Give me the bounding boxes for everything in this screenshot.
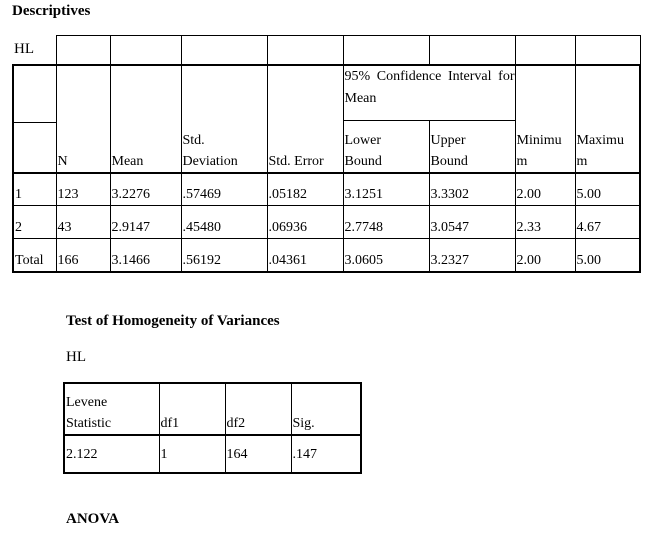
cell-max: 4.67 xyxy=(575,206,640,239)
table-cell xyxy=(515,36,575,65)
col-header-sd: Std. Deviation xyxy=(181,65,267,173)
table-cell xyxy=(575,36,640,65)
cell-n: 43 xyxy=(56,206,110,239)
descriptives-table xyxy=(12,35,641,273)
cell-min: 2.00 xyxy=(515,173,575,206)
row-label: 1 xyxy=(13,173,56,206)
table-cell xyxy=(110,36,181,65)
table-cell xyxy=(56,36,110,65)
cell-sd: .57469 xyxy=(181,173,267,206)
table-cell xyxy=(429,36,515,65)
row-stub-header xyxy=(13,65,56,173)
cell-upper-bound: 3.2327 xyxy=(429,239,515,272)
cell-lower-bound: 3.0605 xyxy=(343,239,429,272)
cell-lower-bound: 2.7748 xyxy=(343,206,429,239)
ci-header: 95% Confidence Interval for Mean xyxy=(343,65,515,121)
col-header-sig: Sig. xyxy=(291,383,361,435)
cell-se: .05182 xyxy=(267,173,343,206)
cell-n: 123 xyxy=(56,173,110,206)
descriptives-title: Descriptives xyxy=(12,3,91,19)
row-label: Total xyxy=(13,239,56,272)
col-header-levene: Levene Statistic xyxy=(64,383,159,435)
cell-min: 2.33 xyxy=(515,206,575,239)
dv-label-cell xyxy=(13,36,56,65)
cell-upper-bound: 3.0547 xyxy=(429,206,515,239)
col-header-se: Std. Error xyxy=(267,65,343,173)
table-row xyxy=(13,65,640,121)
cell-df2: 164 xyxy=(225,435,291,473)
cell-mean: 3.2276 xyxy=(110,173,181,206)
col-header-df1: df1 xyxy=(159,383,225,435)
cell-mean: 2.9147 xyxy=(110,206,181,239)
cell-upper-bound: 3.3302 xyxy=(429,173,515,206)
cell-n: 166 xyxy=(56,239,110,272)
anova-title: ANOVA xyxy=(66,511,120,527)
cell-lower-bound: 3.1251 xyxy=(343,173,429,206)
cell-se: .04361 xyxy=(267,239,343,272)
table-row xyxy=(13,239,640,272)
cell-levene: 2.122 xyxy=(64,435,159,473)
cell-max: 5.00 xyxy=(575,239,640,272)
col-header-max: Maximu m xyxy=(575,65,640,173)
table-row xyxy=(13,36,640,65)
table-row xyxy=(13,173,640,206)
col-header-upper-bound: Upper Bound xyxy=(429,121,515,173)
col-header-n: N xyxy=(56,65,110,173)
table-row xyxy=(13,206,640,239)
cell-max: 5.00 xyxy=(575,173,640,206)
table-row xyxy=(64,383,361,435)
homogeneity-title: Test of Homogeneity of Variances xyxy=(66,313,280,329)
row-label: 2 xyxy=(13,206,56,239)
table-row xyxy=(64,435,361,473)
dv-label: HL xyxy=(14,41,34,57)
cell-sd: .56192 xyxy=(181,239,267,272)
cell-sig: .147 xyxy=(291,435,361,473)
col-header-mean: Mean xyxy=(110,65,181,173)
col-header-min: Minimu m xyxy=(515,65,575,173)
cell-sd: .45480 xyxy=(181,206,267,239)
cell-se: .06936 xyxy=(267,206,343,239)
cell-mean: 3.1466 xyxy=(110,239,181,272)
col-header-df2: df2 xyxy=(225,383,291,435)
table-cell xyxy=(267,36,343,65)
cell-df1: 1 xyxy=(159,435,225,473)
table-cell xyxy=(343,36,429,65)
table-cell xyxy=(181,36,267,65)
col-header-lower-bound: Lower Bound xyxy=(343,121,429,173)
cell-min: 2.00 xyxy=(515,239,575,272)
homogeneity-dv-label: HL xyxy=(66,349,86,365)
homogeneity-table xyxy=(63,382,362,474)
